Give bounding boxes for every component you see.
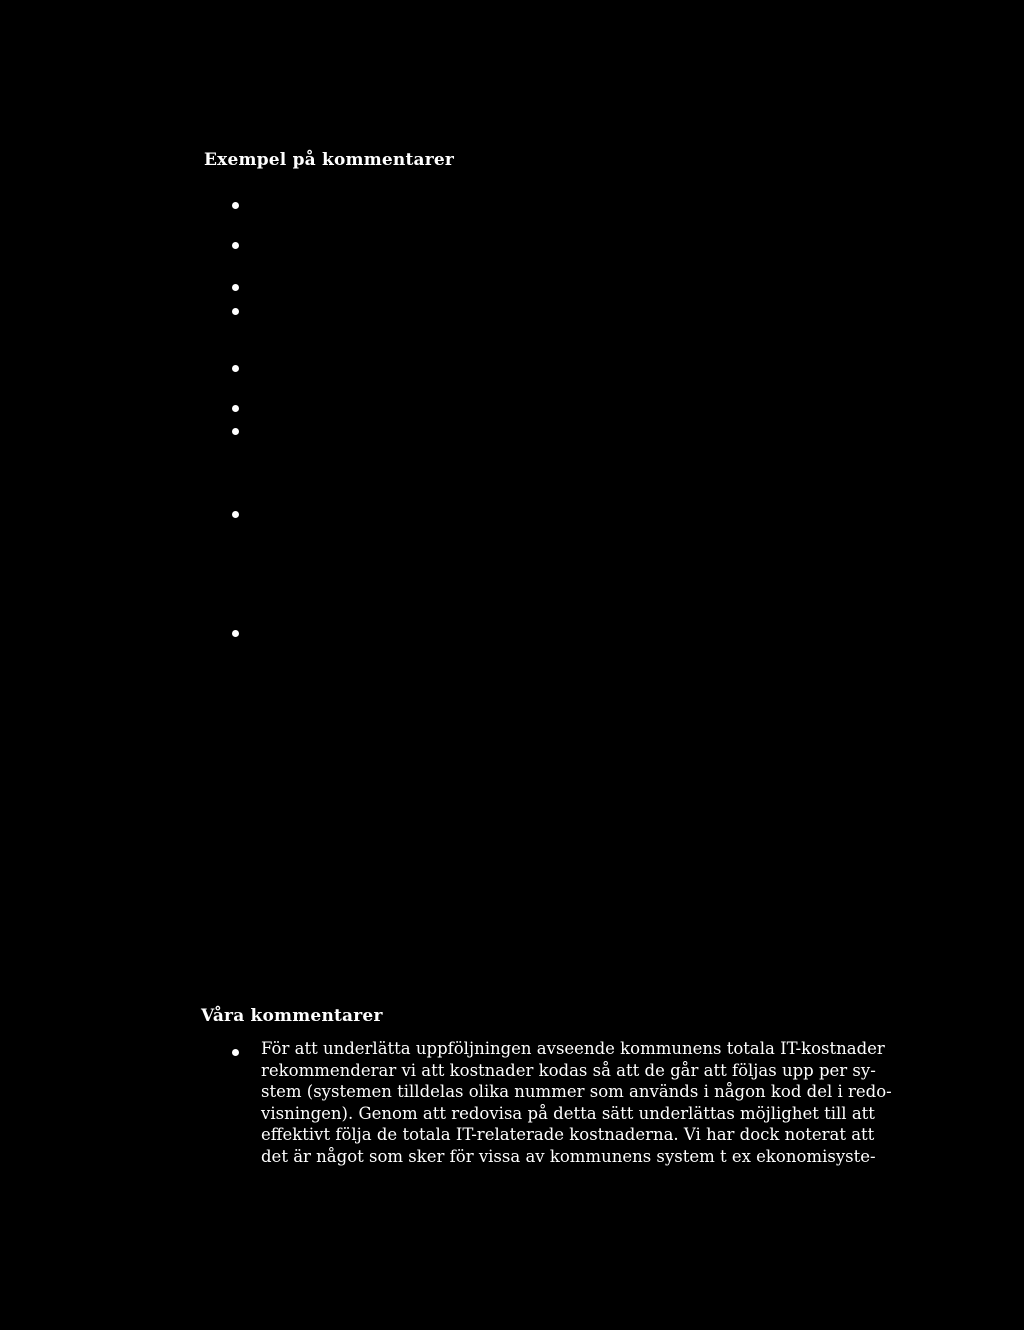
paragraph-line: visningen). Genom att redovisa på detta sätt underlättas möjlighet till att	[261, 1103, 875, 1123]
paragraph-line: rekommenderar vi att kostnader kodas så att de går att följas upp per sy-	[261, 1060, 876, 1080]
bullet-icon	[232, 630, 239, 637]
paragraph-line: stem (systemen tilldelas olika nummer som används i någon kod del i redo-	[261, 1082, 892, 1101]
bullet-icon	[232, 405, 239, 412]
examples-heading: Exempel på kommentarer	[204, 150, 455, 170]
bullet-icon	[232, 202, 239, 209]
bullet-icon	[232, 1049, 239, 1056]
paragraph-line: För att underlätta uppföljningen avseende kommunens totala IT-kostnader	[261, 1039, 885, 1058]
comment-paragraph	[261, 1038, 892, 1167]
paragraph-line: effektivt följa de totala IT-relaterade kostnaderna. Vi har dock noterat att	[261, 1125, 875, 1144]
paragraph-line: det är något som sker för vissa av kommunens system t ex ekonomisyste-	[261, 1146, 876, 1166]
our-comments-heading: Våra kommentarer	[201, 1006, 383, 1026]
bullet-icon	[232, 284, 239, 291]
bullet-icon	[232, 308, 239, 315]
comment-list-item	[232, 1038, 892, 1167]
bullet-icon	[232, 242, 239, 249]
bullet-icon	[232, 511, 239, 518]
bullet-icon	[232, 365, 239, 372]
bullet-icon	[232, 428, 239, 435]
